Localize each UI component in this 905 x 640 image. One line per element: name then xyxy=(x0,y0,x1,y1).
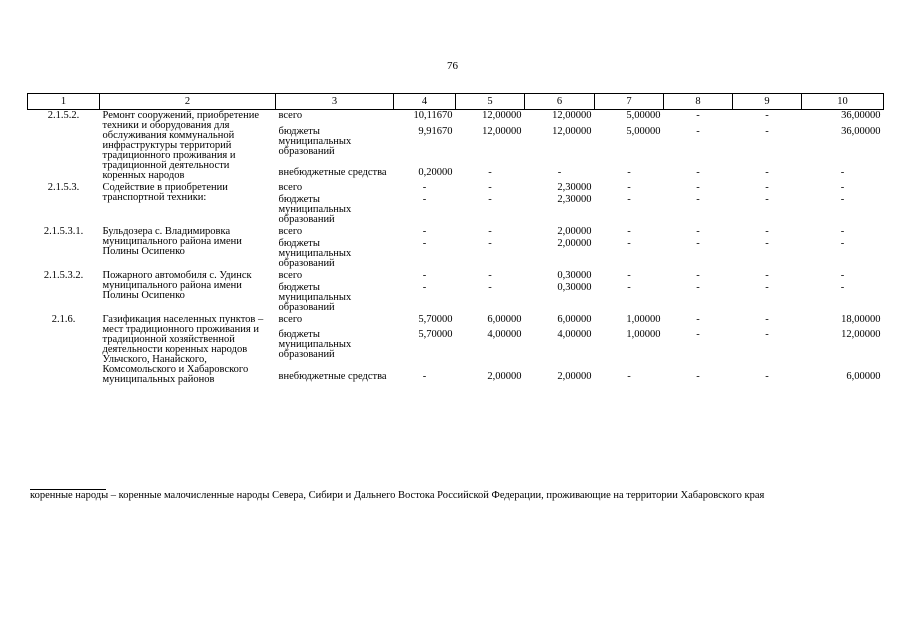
value-cell: - xyxy=(696,238,700,249)
value-cell: - xyxy=(696,125,700,137)
value-cell: - xyxy=(840,226,845,237)
value-cell: - xyxy=(488,270,492,281)
value-cell: - xyxy=(840,182,845,193)
value-cell: - xyxy=(696,166,700,178)
value-cell: 9,91670 xyxy=(418,125,453,137)
value-cell: - xyxy=(488,238,492,249)
value-cell: 2,30000 xyxy=(557,194,592,205)
value-cell: - xyxy=(627,194,631,205)
value-cell: - xyxy=(627,370,631,382)
value-cell: - xyxy=(840,238,845,249)
value-cell: - xyxy=(765,110,769,121)
value-cell: 2,00000 xyxy=(487,370,522,382)
item-name: Газификация населенных пунктов – мест традиционного проживания и традиционной хозяйственной деятельности коренных народов Ульчского, Нанайского, Комсомольского и Хабаровского муниципальных районов xyxy=(102,314,264,385)
value-cell: - xyxy=(422,282,427,293)
value-cell: - xyxy=(422,182,427,193)
value-cell: - xyxy=(765,329,769,341)
value-cell: - xyxy=(488,182,492,193)
value-cell: - xyxy=(840,282,845,293)
funding-source: внебюджетные средства xyxy=(278,370,387,382)
funding-source: бюджеты муниципальных образований xyxy=(278,125,352,157)
value-cell: - xyxy=(627,238,631,249)
value-cell: - xyxy=(696,329,700,341)
value-cell: - xyxy=(627,182,631,193)
value-cell: 2,00000 xyxy=(557,226,592,237)
column-header: 9 xyxy=(733,94,802,110)
value-cell: - xyxy=(627,226,631,237)
value-cell: 0,30000 xyxy=(557,270,592,281)
value-cell: - xyxy=(488,282,492,293)
value-cell: 12,00000 xyxy=(482,125,522,137)
item-name: Бульдозера с. Владимировка муниципального района имени Полины Осипенко xyxy=(102,226,242,257)
value-cell: 5,70000 xyxy=(418,329,453,341)
value-cell: 2,00000 xyxy=(557,370,592,382)
value-cell: - xyxy=(696,282,700,293)
value-cell: - xyxy=(696,182,700,193)
value-cell: - xyxy=(488,166,492,178)
column-header: 8 xyxy=(664,94,733,110)
funding-source: всего xyxy=(278,314,303,325)
value-cell: - xyxy=(840,194,845,205)
value-cell: 5,00000 xyxy=(626,110,661,121)
column-header: 7 xyxy=(595,94,664,110)
funding-source: бюджеты муниципальных образований xyxy=(278,238,352,269)
header-row xyxy=(28,94,884,110)
value-cell: - xyxy=(696,194,700,205)
value-cell: 12,00000 xyxy=(482,110,522,121)
funding-source: бюджеты муниципальных образований xyxy=(278,329,352,361)
item-code: 2.1.6. xyxy=(51,314,76,325)
program-table xyxy=(27,93,884,386)
value-cell: - xyxy=(696,270,700,281)
item-name: Пожарного автомобиля с. Удинск муниципального района имени Полины Осипенко xyxy=(102,270,252,301)
value-cell: 12,00000 xyxy=(841,329,881,341)
value-cell: 2,30000 xyxy=(557,182,592,193)
item-code: 2.1.5.3.1. xyxy=(43,226,84,237)
value-cell: - xyxy=(765,194,769,205)
value-cell: 2,00000 xyxy=(557,238,592,249)
value-cell: - xyxy=(765,282,769,293)
value-cell: 36,00000 xyxy=(841,125,881,137)
column-header: 10 xyxy=(802,94,884,110)
value-cell: - xyxy=(627,282,631,293)
table-body xyxy=(28,110,884,387)
value-cell: - xyxy=(488,194,492,205)
value-cell: 1,00000 xyxy=(626,314,661,325)
item-code: 2.1.5.3. xyxy=(47,182,80,193)
page-number: 76 xyxy=(447,60,458,72)
value-cell: - xyxy=(696,226,700,237)
column-header: 3 xyxy=(276,94,394,110)
value-cell: 6,00000 xyxy=(487,314,522,325)
table-row xyxy=(28,110,884,126)
value-cell: - xyxy=(627,166,631,178)
table-row xyxy=(28,270,884,282)
item-code: 2.1.5.2. xyxy=(47,110,80,121)
value-cell: 5,70000 xyxy=(418,314,453,325)
value-cell: 12,00000 xyxy=(552,125,592,137)
funding-source: всего xyxy=(278,182,303,193)
column-header: 6 xyxy=(525,94,595,110)
value-cell: - xyxy=(557,166,562,178)
value-cell: - xyxy=(422,370,427,382)
value-cell: 0,20000 xyxy=(418,166,453,178)
value-cell: - xyxy=(765,226,769,237)
value-cell: - xyxy=(422,270,427,281)
footnote: коренные народы – коренные малочисленные народы Севера, Сибири и Дальнего Востока Российской Федерации, проживающие на территории Хабаровского края xyxy=(30,490,765,501)
table-row xyxy=(28,314,884,329)
value-cell: - xyxy=(765,182,769,193)
value-cell: 36,00000 xyxy=(841,110,881,121)
value-cell: - xyxy=(765,166,769,178)
value-cell: - xyxy=(765,370,769,382)
value-cell: - xyxy=(840,166,845,178)
funding-source: бюджеты муниципальных образований xyxy=(278,194,352,225)
value-cell: 4,00000 xyxy=(557,329,592,341)
value-cell: - xyxy=(765,125,769,137)
value-cell: - xyxy=(422,238,427,249)
value-cell: 18,00000 xyxy=(841,314,881,325)
column-header: 5 xyxy=(456,94,525,110)
column-header: 4 xyxy=(394,94,456,110)
value-cell: - xyxy=(627,270,631,281)
value-cell: 6,00000 xyxy=(557,314,592,325)
value-cell: 10,11670 xyxy=(413,110,453,121)
funding-source: всего xyxy=(278,110,303,121)
funding-source: всего xyxy=(278,270,303,281)
funding-source: бюджеты муниципальных образований xyxy=(278,282,352,313)
value-cell: - xyxy=(696,314,700,325)
item-name: Ремонт сооружений, приобретение техники и оборудования для обслуживания коммунальной инфраструктуры территорий традиционного проживания и традиционной деятельности коренных народов xyxy=(102,110,259,181)
value-cell: - xyxy=(488,226,492,237)
value-cell: 4,00000 xyxy=(487,329,522,341)
value-cell: - xyxy=(765,270,769,281)
table-row xyxy=(28,226,884,238)
value-cell: - xyxy=(422,226,427,237)
column-header: 2 xyxy=(100,94,276,110)
value-cell: - xyxy=(765,314,769,325)
value-cell: - xyxy=(840,270,845,281)
value-cell: - xyxy=(422,194,427,205)
value-cell: 1,00000 xyxy=(626,329,661,341)
value-cell: - xyxy=(765,238,769,249)
value-cell: 6,00000 xyxy=(846,370,881,382)
value-cell: - xyxy=(696,110,700,121)
funding-source: внебюджетные средства xyxy=(278,166,387,178)
value-cell: - xyxy=(696,370,700,382)
item-name: Содействие в приобретении транспортной техники: xyxy=(102,182,228,203)
item-code: 2.1.5.3.2. xyxy=(43,270,84,281)
value-cell: 5,00000 xyxy=(626,125,661,137)
funding-source: всего xyxy=(278,226,303,237)
table-row xyxy=(28,182,884,194)
column-header: 1 xyxy=(28,94,100,110)
value-cell: 0,30000 xyxy=(557,282,592,293)
value-cell: 12,00000 xyxy=(552,110,592,121)
